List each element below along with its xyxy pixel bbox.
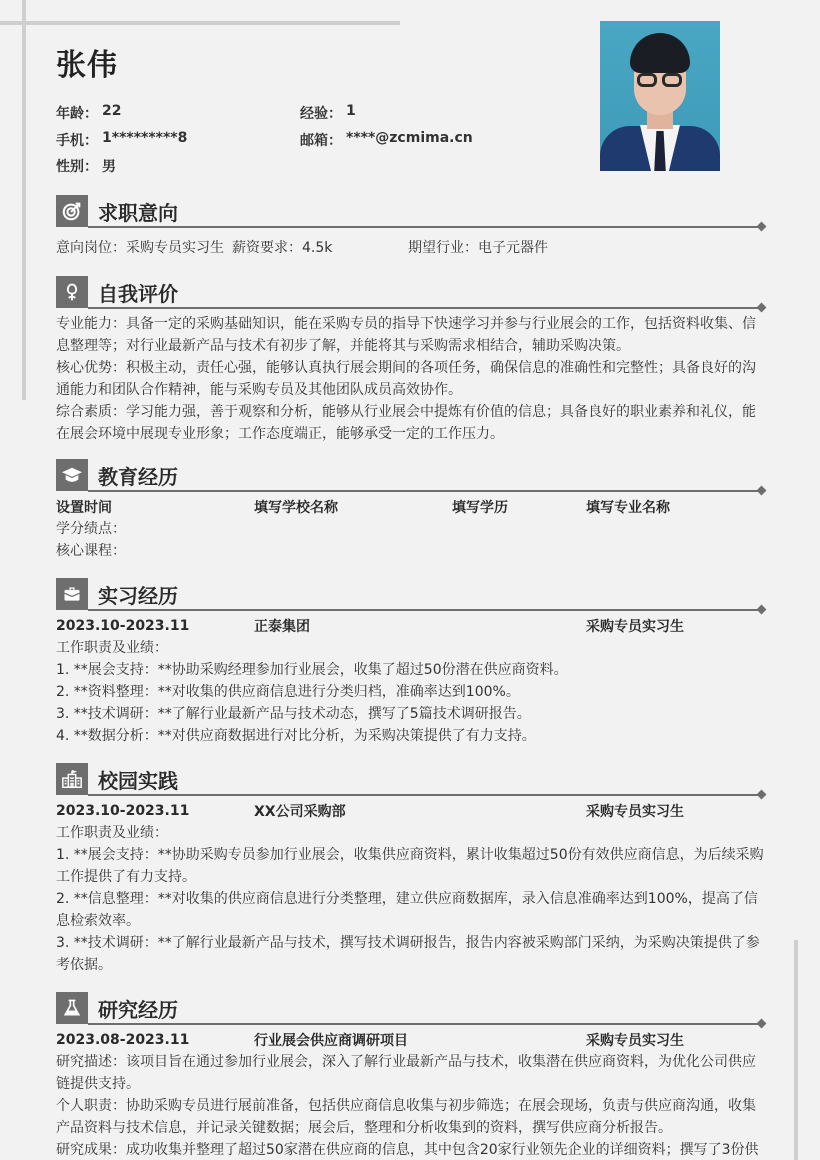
section-divider (88, 609, 760, 611)
education-gpa: 学分绩点： (56, 521, 126, 537)
info-value: 1 (346, 103, 356, 120)
campus-line: 1. **展会支持：**协助采购专员参加行业展会，收集供应商资料，累计收集超过50份有效供应商信息，为后续采购工作提供了有力支持。 (56, 847, 764, 885)
research-line: 个人职责：协助采购专员进行展前准备，包括供应商信息收集与初步筛选；在展会现场，负责与供应商沟通，收集产品资料与技术信息，并记录关键数据；展会后，整理和分析收集到的资料，撰写供应商分析报告。 (56, 1098, 756, 1136)
section-self-evaluation (56, 276, 764, 445)
education-row (56, 496, 764, 518)
decorative-top-bar (0, 21, 400, 25)
section-title: 求职意向 (98, 201, 178, 225)
section-title: 实习经历 (98, 584, 178, 608)
self-eval-text (56, 313, 764, 445)
campus-row (56, 800, 764, 822)
campus-line: 2. **信息整理：**对收集的供应商信息进行分类整理，建立供应商数据库，录入信息准确率达到100%，提高了信息检索效率。 (56, 891, 758, 929)
info-row (56, 100, 576, 127)
intent-salary: 薪资要求：4.5k (232, 240, 333, 256)
section-header (56, 992, 764, 1028)
decorative-left-bar (22, 0, 26, 400)
internship-role: 采购专员实习生 (586, 619, 684, 635)
intent-position: 意向岗位：采购专员实习生 (56, 240, 224, 256)
campus-line: 3. **技术调研：**了解行业最新产品与技术，撰写技术调研报告，报告内容被采购部门采纳，为采购决策提供了参考依据。 (56, 935, 760, 973)
info-row (56, 127, 576, 154)
info-value: 1*********8 (102, 129, 188, 146)
divider-diamond (757, 222, 767, 232)
section-header (56, 459, 764, 495)
info-experience (300, 103, 544, 123)
divider-diamond (757, 1019, 767, 1029)
info-age (56, 103, 300, 123)
section-title: 教育经历 (98, 465, 178, 489)
target-icon (56, 195, 88, 227)
section-title: 校园实践 (98, 769, 178, 793)
education-time: 设置时间 (56, 500, 112, 516)
section-title: 自我评价 (98, 282, 178, 306)
research-row (56, 1029, 764, 1051)
info-phone (56, 130, 300, 150)
info-gender (56, 156, 300, 176)
internship-details (56, 637, 764, 747)
section-campus-practice (56, 763, 764, 976)
intent-industry: 期望行业：电子元器件 (408, 240, 548, 256)
section-header (56, 578, 764, 614)
section-research (56, 992, 764, 1160)
flower-icon (56, 276, 88, 308)
internship-company: 正泰集团 (254, 619, 310, 635)
divider-diamond (757, 303, 767, 313)
section-internship (56, 578, 764, 747)
info-label: 经验： (300, 106, 342, 123)
internship-line: 4. **数据分析：**对供应商数据进行对比分析，为采购决策提供了有力支持。 (56, 728, 536, 744)
section-divider (88, 1023, 760, 1025)
briefcase-icon (56, 578, 88, 610)
info-label: 邮箱： (300, 132, 342, 149)
research-details (56, 1051, 764, 1160)
basic-info (56, 100, 576, 180)
internship-line: 3. **技术调研：**了解行业最新产品与技术动态，撰写了5篇技术调研报告。 (56, 706, 531, 722)
divider-diamond (757, 790, 767, 800)
internship-row (56, 615, 764, 637)
campus-org: XX公司采购部 (254, 804, 346, 820)
education-major: 填写专业名称 (586, 500, 670, 516)
internship-line: 工作职责及业绩： (56, 640, 168, 656)
research-project: 行业展会供应商调研项目 (254, 1033, 408, 1049)
section-job-intent (56, 195, 764, 259)
section-divider (88, 226, 760, 228)
section-divider (88, 307, 760, 309)
section-education (56, 459, 764, 562)
section-header (56, 276, 764, 312)
candidate-name: 张伟 (56, 48, 118, 83)
self-eval-paragraph: 专业能力：具备一定的采购基础知识，能在采购专员的指导下快速学习并参与行业展会的工作，包括资料收集、信息整理等；对行业最新产品与技术有初步了解，并能将其与采购需求相结合，辅助采购决策。 (56, 316, 756, 354)
section-divider (88, 794, 760, 796)
research-line: 研究成果：成功收集并整理了超过50家潜在供应商的信息，其中包含20家行业领先企业的详细资料；撰写了3份供 (56, 1142, 759, 1158)
internship-line: 2. **资料整理：**对收集的供应商信息进行分类归档，准确率达到100%。 (56, 684, 520, 700)
info-label: 性别： (56, 159, 98, 176)
education-school: 填写学校名称 (254, 500, 338, 516)
research-line: 研究描述：该项目旨在通过参加行业展会，深入了解行业最新产品与技术，收集潜在供应商资料，为优化公司供应链提供支持。 (56, 1054, 756, 1092)
info-value: 22 (102, 103, 122, 120)
info-value: 男 (102, 159, 116, 176)
section-title: 研究经历 (98, 998, 178, 1022)
research-time: 2023.08-2023.11 (56, 1032, 190, 1048)
campus-time: 2023.10-2023.11 (56, 803, 190, 819)
campus-role: 采购专员实习生 (586, 804, 684, 820)
school-building-icon (56, 763, 88, 795)
intent-row (56, 237, 764, 259)
education-details (56, 518, 764, 562)
flask-icon (56, 992, 88, 1024)
divider-diamond (757, 605, 767, 615)
info-label: 手机： (56, 132, 98, 149)
info-value: ****@zcmima.cn (346, 129, 473, 146)
profile-photo (600, 21, 720, 171)
research-role: 采购专员实习生 (586, 1033, 684, 1049)
section-divider (88, 490, 760, 492)
campus-details (56, 822, 764, 976)
divider-diamond (757, 486, 767, 496)
campus-line: 工作职责及业绩： (56, 825, 168, 841)
internship-time: 2023.10-2023.11 (56, 618, 190, 634)
self-eval-paragraph: 核心优势：积极主动，责任心强，能够认真执行展会期间的各项任务，确保信息的准确性和完整性；具备良好的沟通能力和团队合作精神，能与采购专员及其他团队成员高效协作。 (56, 360, 756, 398)
info-label: 年龄： (56, 106, 98, 123)
education-courses: 核心课程： (56, 543, 126, 559)
section-header (56, 763, 764, 799)
info-row (56, 153, 576, 180)
internship-line: 1. **展会支持：**协助采购经理参加行业展会，收集了超过50份潜在供应商资料。 (56, 662, 568, 678)
info-email (300, 130, 544, 150)
decorative-right-bar (794, 940, 798, 1160)
education-degree: 填写学历 (452, 500, 508, 516)
section-header (56, 195, 764, 231)
self-eval-paragraph: 综合素质：学习能力强，善于观察和分析，能够从行业展会中提炼有价值的信息；具备良好的职业素养和礼仪，能在展会环境中展现专业形象；工作态度端正，能够承受一定的工作压力。 (56, 404, 756, 442)
graduation-cap-icon (56, 459, 88, 491)
